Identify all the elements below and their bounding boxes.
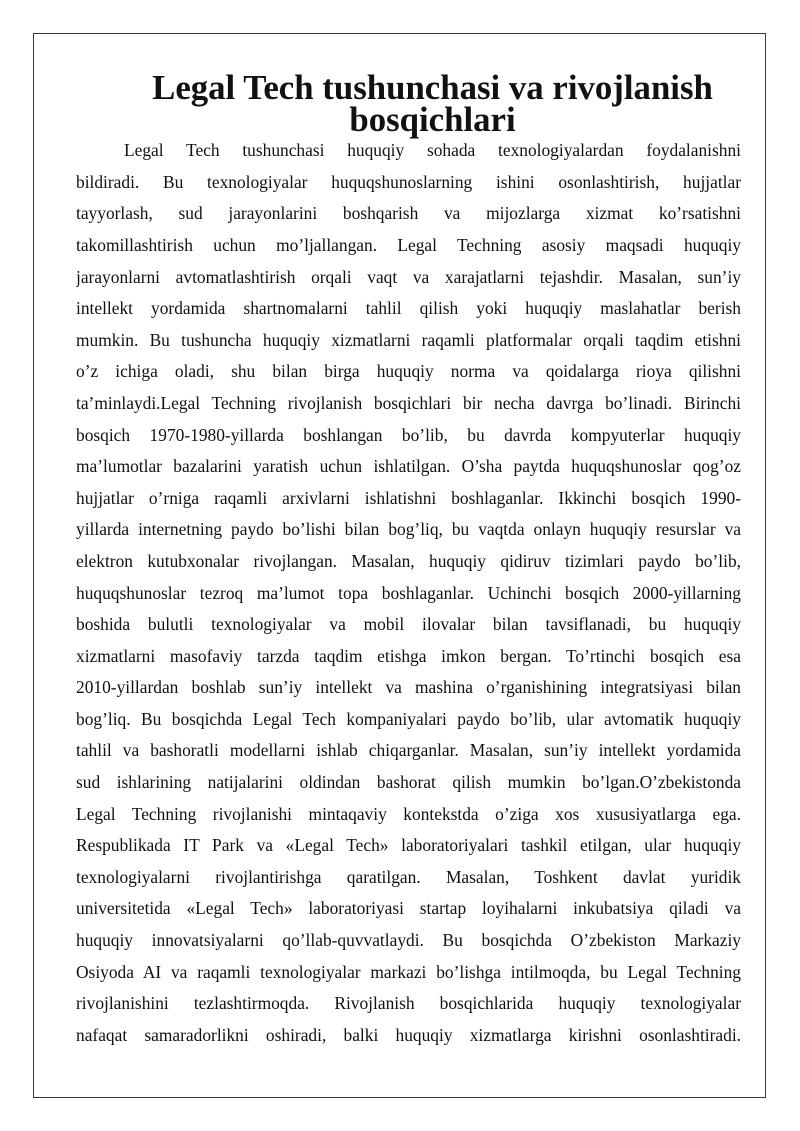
document-paragraph: [76, 135, 741, 1051]
paragraph-line: bosqich 1970-1980-yillarda boshlangan bo’lib, bu davrda kompyuterlar huquqiy: [76, 424, 741, 445]
paragraph-line: Osiyoda AI va raqamli texnologiyalar markazi bo’lishga intilmoqda, bu Legal Techning: [76, 961, 741, 982]
paragraph-line: sud ishlarining natijalarini oldindan bashorat qilish mumkin bo’lgan.O’zbekistonda: [76, 772, 741, 793]
paragraph-line: takomillashtirish uchun mo’ljallangan. Legal Techning asosiy maqsadi huquqiy: [76, 234, 741, 255]
paragraph-line: Respublikada IT Park va «Legal Tech» laboratoriyalari tashkil etilgan, ular huquqiy: [76, 835, 741, 856]
paragraph-line: Legal Techning rivojlanishi mintaqaviy kontekstda o’ziga xos xususiyatlarga ega.: [76, 803, 741, 824]
document-body: [76, 68, 741, 1051]
paragraph-line: tayyorlash, sud jarayonlarini boshqarish va mijozlarga xizmat ko’rsatishni: [76, 203, 741, 224]
paragraph-line: jarayonlarni avtomatlashtirish orqali vaqt va xarajatlarni tejashdir. Masalan, sun’iy: [76, 266, 741, 287]
paragraph-line: hujjatlar o’rniga raqamli arxivlarni ishlatishni boshlaganlar. Ikkinchi bosqich 1990-: [76, 487, 741, 508]
paragraph-line: tahlil va bashoratli modellarni ishlab chiqarganlar. Masalan, sun’iy intellekt yordamida: [76, 740, 741, 761]
paragraph-line: universitetida «Legal Tech» laboratoriyasi startap loyihalarni inkubatsiya qiladi va: [76, 898, 741, 919]
paragraph-line: xizmatlarni masofaviy tarzda taqdim etishga imkon bergan. To’rtinchi bosqich esa: [76, 645, 741, 666]
paragraph-line: bildiradi. Bu texnologiyalar huquqshunoslarning ishini osonlashtirish, hujjatlar: [76, 171, 741, 192]
paragraph-line: yillarda internetning paydo bo’lishi bilan bog’liq, bu vaqtda onlayn huquqiy resurslar va: [76, 519, 741, 540]
paragraph-line: o’z ichiga oladi, shu bilan birga huquqiy norma va qoidalarga rioya qilishni: [76, 361, 741, 382]
paragraph-line: mumkin. Bu tushuncha huquqiy xizmatlarni raqamli platformalar orqali taqdim etishni: [76, 329, 741, 350]
paragraph-line: rivojlanishini tezlashtirmoqda. Rivojlanish bosqichlarida huquqiy texnologiyalar: [76, 993, 741, 1014]
paragraph-line: texnologiyalarni rivojlantirishga qaratilgan. Masalan, Toshkent davlat yuridik: [76, 866, 741, 887]
paragraph-line: ta’minlaydi.Legal Techning rivojlanish bosqichlari bir necha davrga bo’linadi. Birinchi: [76, 392, 741, 413]
paragraph-line: huquqshunoslar tezroq ma’lumot topa boshlaganlar. Uchinchi bosqich 2000-yillarning: [76, 582, 741, 603]
paragraph-line: huquqiy innovatsiyalarni qo’llab-quvvatlaydi. Bu bosqichda O’zbekiston Markaziy: [76, 930, 741, 951]
paragraph-line: boshida bulutli texnologiyalar va mobil ilovalar bilan tavsiflanadi, bu huquqiy: [76, 614, 741, 635]
paragraph-line: ma’lumotlar bazalarini yaratish uchun ishlatilgan. O’sha paytda huquqshunoslar qog’oz: [76, 456, 741, 477]
paragraph-line: bog’liq. Bu bosqichda Legal Tech kompaniyalari paydo bo’lib, ular avtomatik huquqiy: [76, 708, 741, 729]
paragraph-line: elektron kutubxonalar rivojlangan. Masalan, huquqiy qidiruv tizimlari paydo bo’lib,: [76, 550, 741, 571]
document-title: Legal Tech tushunchasi va rivojlanish bosqichlari: [152, 68, 713, 139]
paragraph-line: 2010-yillardan boshlab sun’iy intellekt va mashina o’rganishining integratsiyasi bilan: [76, 677, 741, 698]
paragraph-line: nafaqat samaradorlikni oshiradi, balki huquqiy xizmatlarga kirishni osonlashtiradi.: [76, 1024, 741, 1045]
paragraph-line: Legal Tech tushunchasi huquqiy sohada texnologiyalardan foydalanishni: [124, 140, 741, 161]
paragraph-line: intellekt yordamida shartnomalarni tahlil qilish yoki huquqiy maslahatlar berish: [76, 298, 741, 319]
